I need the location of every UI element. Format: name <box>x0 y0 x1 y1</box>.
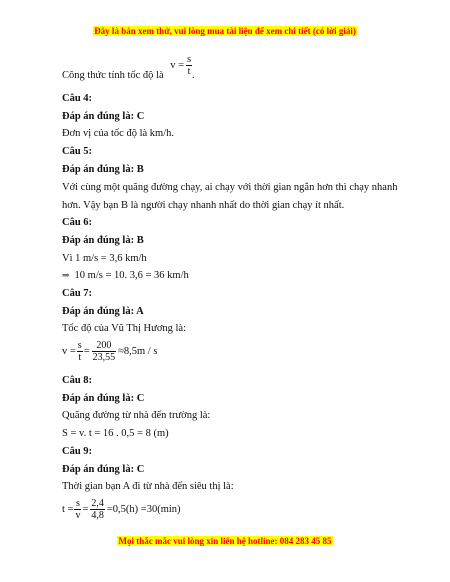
question-7-title: Câu 7: <box>62 288 93 299</box>
fraction-numerator: 200 <box>92 340 117 352</box>
fraction-numerator: s <box>76 498 80 509</box>
question-7-text: Tốc độ của Vũ Thị Hương là: <box>62 323 187 334</box>
fraction-distance-over-speed <box>90 498 105 521</box>
formula-result: ≈8,5m / s <box>118 346 158 357</box>
question-9-formula <box>62 498 181 521</box>
fraction-s-over-t <box>77 340 83 363</box>
question-8-text: Quãng đường từ nhà đến trường là: <box>62 410 211 421</box>
implies-arrow-icon: ⇒ <box>62 270 70 280</box>
question-5-line-1: Với cùng một quãng đường chạy, ai chạy với thời gian ngắn hơn thì chạy nhanh <box>62 182 398 193</box>
preview-banner <box>0 26 450 36</box>
fraction-denominator: 23,55 <box>92 352 116 363</box>
formula-lhs: t = <box>62 504 74 515</box>
question-6-line-1: Vì 1 m/s = 3,6 km/h <box>62 253 147 264</box>
question-5-answer: Đáp án đúng là: B <box>62 164 144 175</box>
fraction-distance-over-time <box>92 340 117 363</box>
question-5-line-2: hơn. Vậy bạn B là người chạy nhanh nhất do thời gian chạy ít nhất. <box>62 200 345 211</box>
question-8-formula: S = v. t = 16 . 0,5 = 8 (m) <box>62 428 169 439</box>
question-6-conversion: 10 m/s = 10. 3,6 = 36 km/h <box>74 270 189 281</box>
question-9-answer: Đáp án đúng là: C <box>62 464 145 475</box>
fraction-denominator: t <box>187 66 191 77</box>
equals-sign: = <box>83 346 90 357</box>
speed-formula-text: Công thức tính tốc độ là <box>62 70 164 81</box>
fraction-numerator: s <box>77 340 82 351</box>
question-6-title: Câu 6: <box>62 217 93 228</box>
fraction-denominator: v <box>75 510 81 521</box>
fraction-s-over-v <box>74 498 81 521</box>
formula-result: =0,5(h) =30(min) <box>106 504 181 515</box>
speed-formula <box>170 54 195 81</box>
hotline-banner <box>0 536 450 546</box>
question-4-text: Đơn vị của tốc độ là km/h. <box>62 128 174 139</box>
hotline-banner-text: Mọi thắc mắc vui lòng xin liên hệ hotline: 084 283 45 85 <box>118 536 332 546</box>
speed-calculation <box>62 340 157 363</box>
question-4-title: Câu 4: <box>62 93 93 104</box>
question-6-line-2 <box>62 269 189 282</box>
fraction-denominator: t <box>78 352 82 363</box>
speed-formula-line <box>62 54 195 87</box>
question-9-text: Thời gian bạn A đi từ nhà đến siêu thị là: <box>62 481 234 492</box>
formula-lhs: v = <box>170 60 185 71</box>
question-8-answer: Đáp án đúng là: C <box>62 393 145 404</box>
question-5-title: Câu 5: <box>62 146 93 157</box>
formula-end: . <box>191 70 195 81</box>
equals-sign: = <box>82 504 89 515</box>
question-6-answer: Đáp án đúng là: B <box>62 235 144 246</box>
fraction-denominator: 4,8 <box>91 510 104 521</box>
question-7-formula <box>62 340 157 363</box>
question-7-answer: Đáp án đúng là: A <box>62 306 144 317</box>
formula-lhs: v = <box>62 346 76 357</box>
fraction-numerator: s <box>187 54 191 65</box>
time-calculation <box>62 498 181 521</box>
fraction-numerator: 2,4 <box>91 498 104 509</box>
question-4-answer: Đáp án đúng là: C <box>62 111 145 122</box>
preview-banner-text: Đây là bản xem thử, vui lòng mua tài liệu để xem chi tiết (có lời giải) <box>94 26 356 36</box>
question-8-title: Câu 8: <box>62 375 93 386</box>
question-9-title: Câu 9: <box>62 446 93 457</box>
